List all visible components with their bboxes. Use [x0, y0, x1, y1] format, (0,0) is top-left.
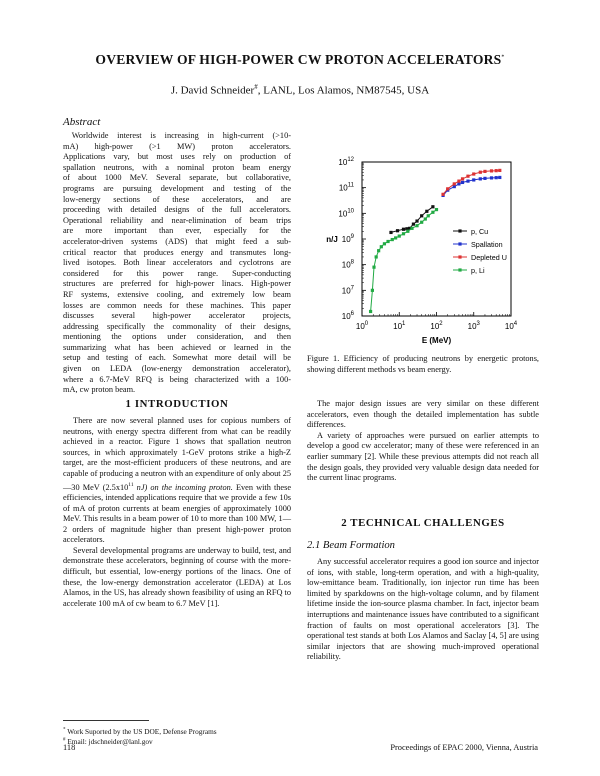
data-point — [375, 255, 378, 258]
legend-swatch-marker — [458, 268, 461, 271]
data-point — [431, 211, 434, 214]
data-point — [461, 181, 464, 184]
data-point — [415, 219, 418, 222]
abstract-line: programs are pursuing development and testing of the — [63, 183, 291, 193]
data-point — [394, 236, 397, 239]
x-tick-label: $10^4$ — [504, 321, 518, 331]
data-point — [498, 169, 501, 172]
data-point — [479, 177, 482, 180]
data-point — [446, 187, 449, 190]
data-point — [415, 224, 418, 227]
y-axis-label: n/J — [326, 235, 338, 244]
series-line-p-li — [371, 210, 437, 312]
data-point — [420, 214, 423, 217]
abstract-line: given on LEDA (low-energy demonstration accelerator), — [63, 364, 291, 374]
abstract-line: are more important than ever, especially for the — [63, 226, 291, 236]
footnote-1: * Work Suported by the US DOE, Defense Programs — [63, 727, 217, 736]
footnote-2: # Email: jdschneider@lanl.gov — [63, 737, 153, 746]
data-point — [391, 238, 394, 241]
data-point — [402, 228, 405, 231]
data-point — [410, 227, 413, 230]
y-tick-label: $10^7$ — [341, 285, 354, 296]
data-point — [457, 180, 460, 183]
section-2-heading: 2 TECHNICAL CHALLENGES — [341, 517, 505, 529]
abstract-line: Applications vary, but most uses rely on production of — [63, 152, 291, 162]
x-axis-label: E (MeV) — [421, 336, 452, 345]
figure-1-caption: Figure 1. Efficiency of producing neutrons by energetic protons, showing different methods vs beam energy. — [307, 354, 539, 374]
y-tick-label: $10^6$ — [341, 311, 354, 321]
data-point — [420, 221, 423, 224]
right-paragraph-3: Any successful accelerator requires a good ion source and injector of ions, with stable, long-term operation, and with a high-quality, low-emittance beam. Traditionally, ion injector run time has been limited by sparkdowns on the high-voltage column, and by filament lifetime inside the ion-source plasma chamber. In fact, injector beam interruptions and maintenance issues have contributed to a significant fraction of faults on most operational accelerators [3]. The operational test stands at both Los Alamos and Saclay [4, 5] are using similar injectors that are showing much-improved operational reliability. — [307, 557, 539, 662]
abstract-line: considered for this power range. Super-conducting — [63, 268, 291, 278]
abstract-line: lived isotopes. Both linear accelerators and cyclotrons are — [63, 258, 291, 268]
abstract-line: Worldwide interest is increasing in high-current (>10- — [63, 131, 291, 140]
data-point — [435, 208, 438, 211]
series-line-depleted-u — [443, 170, 500, 194]
data-point — [389, 231, 392, 234]
abstract-line: proceeding with detailed designs of the full accelerators. — [63, 205, 291, 215]
data-point — [461, 177, 464, 180]
abstract-line: critical reactor that produces energy and transmutes long- — [63, 247, 291, 257]
footnote-rule — [63, 720, 149, 721]
abstract-body — [63, 131, 291, 396]
data-point — [479, 171, 482, 174]
data-point — [466, 180, 469, 183]
intro-heading: 1 INTRODUCTION — [125, 398, 229, 410]
right-paragraph-2: A variety of approaches were pursued on earlier attempts to develop a good cw accelerator; many of these were referenced in an earlier summary [2]. While these previous attempts did not reach all the design goals, they provided very valuable design data needed for the current linac programs. — [307, 430, 539, 483]
intro-paragraph-2: Several developmental programs are underway to build, test, and demonstrate these accelerators, beginning of course with the more-difficult, but essential, low-energy portions of the linacs. One of these, the low-energy demonstration accelerator (LEDA) at Los Alamos, in the US, has already shown feasibility of using an RFQ to accelerate 100 mA of cw beam to 6.7 MeV [1]. — [63, 545, 291, 608]
abstract-heading: Abstract — [63, 116, 101, 128]
data-point — [380, 245, 383, 248]
y-tick-label: $10^{11}$ — [338, 182, 354, 193]
data-point — [398, 234, 401, 237]
abstract-line: mA, cw proton beam. — [63, 385, 136, 395]
data-point — [498, 176, 501, 179]
abstract-line: where a 6.7-MeV RFQ is being characterized with a 100- — [63, 374, 291, 384]
legend-entry: Depleted U — [471, 253, 507, 262]
proceedings-label: Proceedings of EPAC 2000, Vienna, Austria — [390, 743, 538, 752]
y-tick-label: $10^9$ — [341, 234, 354, 244]
abstract-line: RF systems, extensive cooling, and extremely low beam — [63, 289, 291, 299]
data-point — [472, 172, 475, 175]
data-point — [453, 182, 456, 185]
data-point — [427, 214, 430, 217]
data-point — [472, 178, 475, 181]
legend-entry: p, Li — [471, 266, 485, 275]
author-footnote-mark: # — [254, 83, 258, 91]
data-point — [402, 232, 405, 235]
legend-swatch-marker — [458, 229, 461, 232]
data-point — [386, 240, 389, 243]
data-point — [466, 175, 469, 178]
abstract-line: Operational reliability and near-elimination of beam trips — [63, 215, 291, 225]
right-paragraph-1: The major design issues are very similar on these different accelerators, even though the detailed implementation has subtle differences. — [307, 399, 539, 430]
data-point — [490, 169, 493, 172]
data-point — [412, 223, 415, 226]
page-number: 118 — [63, 743, 76, 752]
author-name: J. David Schneider — [170, 84, 255, 97]
y-tick-label: $10^8$ — [341, 259, 354, 270]
abstract-line: mentioning the options under consideration, and then — [63, 332, 291, 342]
legend-swatch-marker — [458, 255, 461, 258]
abstract-line: summarizing what has been achieved or learned in the — [63, 342, 291, 352]
data-point — [396, 229, 399, 232]
subsection-2-1-heading: 2.1 Beam Formation — [307, 540, 395, 551]
legend-swatch-marker — [458, 242, 461, 245]
data-point — [483, 177, 486, 180]
legend-entry: p, Cu — [471, 227, 489, 236]
data-point — [431, 205, 434, 208]
figure-1-chart — [306, 148, 542, 348]
x-tick-label: $10^3$ — [467, 321, 480, 331]
abstract-line: spallation neutrons, with a nominal proton beam energy — [63, 162, 291, 172]
abstract-line: structures are preferred for high-power linacs. High-power — [63, 279, 291, 289]
right-column-body-2 — [307, 557, 539, 663]
plot-frame — [362, 162, 511, 316]
author-line — [0, 83, 600, 97]
author-affiliation: , LANL, Los Alamos, NM87545, USA — [257, 84, 430, 97]
data-point — [372, 266, 375, 269]
abstract-line: low-energy sections of these accelerators, and are — [63, 194, 291, 204]
intro-body — [63, 416, 291, 609]
abstract-line: losses are common needs for these machines. This paper — [63, 300, 291, 310]
title-footnote-mark: * — [501, 54, 505, 61]
data-point — [441, 193, 444, 196]
abstract-line: accelerator-driven systems (ADS) that might feed a sub- — [63, 236, 291, 246]
abstract-line: addressing specifically the commonality of their designs, — [63, 321, 291, 331]
x-tick-label: $10^2$ — [430, 321, 443, 331]
data-point — [490, 176, 493, 179]
data-point — [369, 310, 372, 313]
legend-entry: Spallation — [471, 240, 503, 249]
data-point — [483, 170, 486, 173]
abstract-line: setup and testing of each. Somewhat more detail will be — [63, 353, 291, 363]
y-tick-label: $10^{12}$ — [338, 157, 354, 167]
y-tick-label: $10^{10}$ — [338, 208, 354, 219]
x-tick-label: $10^1$ — [393, 321, 406, 331]
data-point — [425, 210, 428, 213]
abstract-line: of about 1000 MeV. Several separate, but collaborative, — [63, 173, 291, 183]
data-point — [495, 169, 498, 172]
intro-paragraph-1: There are now several planned uses for copious numbers of neutrons, with energy spectra different from what can be readily achieved in a reactor. Figure 1 shows that spallation neutron sources, in which approximately 1-GeV protons strike a high-Z target, are the most-efficient producers of these neutrons, and are capable of producing a neutron with an expenditure of only about 25—30 MeV ($2.5x10^{11}$ nJ) on the incoming proton. Even with these efficiencies, intended applications require that we provide a few 10s of mA of proton currents at beam energies of approximately 1000 MeV. This results in a beam power of 10 to more than 100 MW, 1—2 orders of magnitude higher than present high-power proton accelerators. — [63, 416, 292, 545]
abstract-line: mA) high-power (>1 MW) proton accelerators. — [63, 141, 291, 151]
data-point — [495, 176, 498, 179]
data-point — [457, 182, 460, 185]
data-point — [377, 249, 380, 252]
right-column-body — [307, 399, 539, 484]
x-tick-label: $10^0$ — [355, 321, 369, 331]
data-point — [406, 230, 409, 233]
abstract-line: discusses several high-power accelerator projects, — [63, 311, 291, 321]
data-point — [371, 289, 374, 292]
paper-title: OVERVIEW OF HIGH-POWER CW PROTON ACCELERATORS* — [95, 52, 505, 67]
data-point — [383, 242, 386, 245]
data-point — [424, 217, 427, 220]
